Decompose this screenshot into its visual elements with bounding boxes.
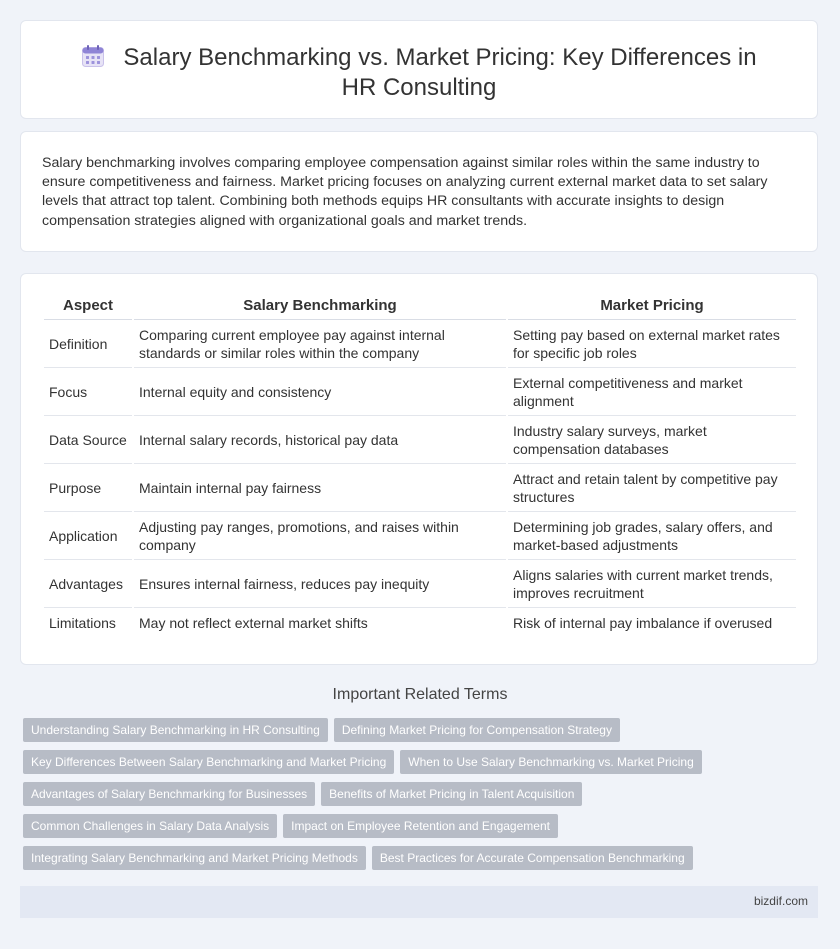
calendar-icon: [81, 44, 105, 68]
related-term-link[interactable]: Defining Market Pricing for Compensation Strategy: [334, 718, 620, 742]
related-term-link[interactable]: Advantages of Salary Benchmarking for Businesses: [23, 782, 315, 806]
tag-row: [23, 814, 723, 846]
table-row: [44, 320, 796, 368]
tag-row: [23, 846, 723, 878]
footer-site-link[interactable]: bizdif.com: [753, 894, 808, 908]
tag-row: [23, 718, 723, 750]
tag-row: [23, 782, 723, 814]
header-aspect: Aspect: [44, 292, 132, 320]
cell-aspect: Data Source: [44, 416, 132, 464]
cell-market-pricing: External competitiveness and market alignment: [508, 368, 796, 416]
comparison-table-card: [20, 273, 818, 665]
intro-card: [20, 131, 818, 252]
table-row: [44, 512, 796, 560]
cell-salary-benchmarking: Maintain internal pay fairness: [134, 464, 506, 512]
page-title: Salary Benchmarking vs. Market Pricing: Key Differences in HR Consulting: [123, 44, 757, 101]
cell-market-pricing: Determining job grades, salary offers, and market-based adjustments: [508, 512, 796, 560]
cell-market-pricing: Attract and retain talent by competitive pay structures: [508, 464, 796, 512]
header-card: [20, 20, 818, 119]
comparison-table: [42, 292, 798, 638]
related-term-link[interactable]: Integrating Salary Benchmarking and Market Pricing Methods: [23, 846, 366, 870]
cell-aspect: Limitations: [49, 615, 116, 631]
cell-market-pricing: Risk of internal pay imbalance if overused: [513, 615, 773, 631]
related-term-link[interactable]: Understanding Salary Benchmarking in HR Consulting: [23, 718, 328, 742]
related-term-link[interactable]: Benefits of Market Pricing in Talent Acquisition: [321, 782, 582, 806]
related-terms-title: Important Related Terms: [332, 686, 508, 703]
cell-aspect: Application: [44, 512, 132, 560]
table-row: [44, 608, 796, 638]
cell-salary-benchmarking: Internal salary records, historical pay data: [134, 416, 506, 464]
tag-row: [23, 750, 723, 782]
table-row: [44, 464, 796, 512]
cell-salary-benchmarking: Ensures internal fairness, reduces pay inequity: [134, 560, 506, 608]
header-market-pricing: Market Pricing: [508, 292, 796, 320]
cell-aspect: Purpose: [44, 464, 132, 512]
related-term-link[interactable]: Impact on Employee Retention and Engagement: [283, 814, 558, 838]
cell-salary-benchmarking: Internal equity and consistency: [134, 368, 506, 416]
table-row: [44, 560, 796, 608]
table-header-row: [44, 292, 796, 320]
related-terms-list: [23, 718, 723, 878]
related-term-link[interactable]: Common Challenges in Salary Data Analysis: [23, 814, 277, 838]
table-row: [44, 368, 796, 416]
cell-market-pricing: Aligns salaries with current market trends, improves recruitment: [508, 560, 796, 608]
cell-salary-benchmarking: May not reflect external market shifts: [139, 615, 368, 631]
cell-aspect: Focus: [44, 368, 132, 416]
intro-text: Salary benchmarking involves comparing employee compensation against similar roles within the same industry to ensure competitiveness and fairness. Market pricing focuses on analyzing current external market data to set salary levels that attract top talent. Combining both methods equips HR consultants with accurate insights to design compensation strategies aligned with organizational goals and market trends.: [42, 155, 768, 229]
cell-market-pricing: Setting pay based on external market rates for specific job roles: [508, 320, 796, 368]
cell-aspect: Advantages: [44, 560, 132, 608]
cell-salary-benchmarking: Adjusting pay ranges, promotions, and raises within company: [134, 512, 506, 560]
page-title-wrap: [61, 43, 777, 103]
cell-market-pricing: Industry salary surveys, market compensation databases: [508, 416, 796, 464]
related-term-link[interactable]: Best Practices for Accurate Compensation Benchmarking: [372, 846, 693, 870]
cell-salary-benchmarking: Comparing current employee pay against internal standards or similar roles within the company: [134, 320, 506, 368]
cell-aspect: Definition: [44, 320, 132, 368]
table-row: [44, 416, 796, 464]
header-salary-benchmarking: Salary Benchmarking: [134, 292, 506, 320]
footer: [20, 886, 818, 918]
related-term-link[interactable]: When to Use Salary Benchmarking vs. Market Pricing: [400, 750, 701, 774]
related-term-link[interactable]: Key Differences Between Salary Benchmarking and Market Pricing: [23, 750, 394, 774]
